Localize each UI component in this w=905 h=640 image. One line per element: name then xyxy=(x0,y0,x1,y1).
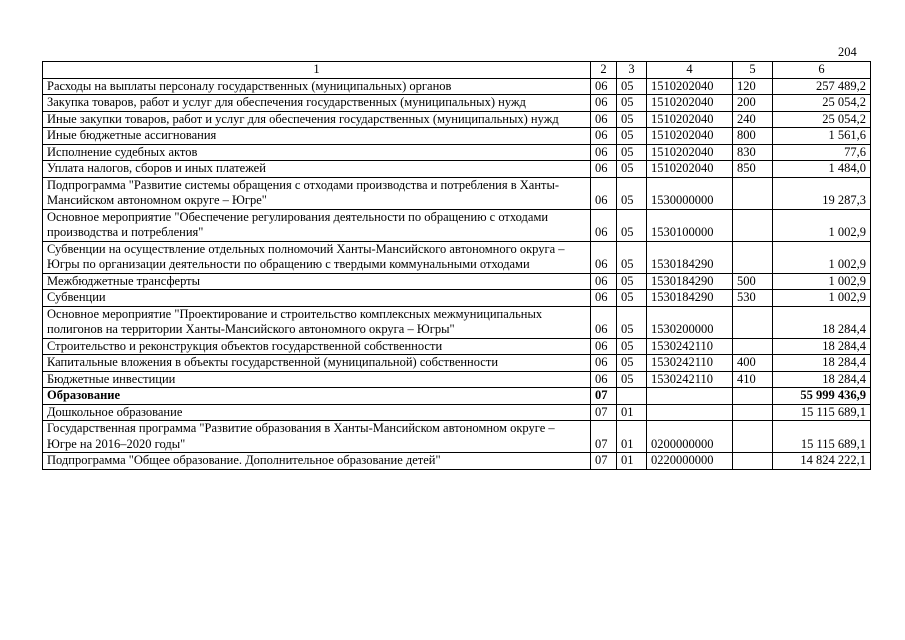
table-row xyxy=(43,371,871,388)
section-code-cell: 06 xyxy=(591,290,617,307)
table-row xyxy=(43,453,871,470)
subsection-code-cell: 05 xyxy=(617,290,647,307)
section-code-cell: 06 xyxy=(591,144,617,161)
target-article-cell: 1530184290 xyxy=(647,273,733,290)
header-cell-4: 4 xyxy=(647,62,733,79)
header-cell-1: 1 xyxy=(43,62,591,79)
expense-type-cell xyxy=(733,388,773,405)
table-body xyxy=(43,62,871,470)
table-row xyxy=(43,161,871,178)
expense-type-cell: 800 xyxy=(733,128,773,145)
expense-type-cell: 850 xyxy=(733,161,773,178)
subsection-code-cell: 05 xyxy=(617,371,647,388)
target-article-cell: 1510202040 xyxy=(647,128,733,145)
row-name-cell: Субвенции xyxy=(43,290,591,307)
amount-cell: 1 561,6 xyxy=(773,128,871,145)
amount-cell: 1 002,9 xyxy=(773,290,871,307)
row-name-cell: Уплата налогов, сборов и иных платежей xyxy=(43,161,591,178)
table-row xyxy=(43,95,871,112)
row-name-cell: Подпрограмма "Развитие системы обращения с отходами производства и потребления в Ханты-Мансийском автономном округе – Югре" xyxy=(43,177,591,209)
table-row xyxy=(43,128,871,145)
row-name-cell: Основное мероприятие "Проектирование и строительство комплексных межмуниципальных полигонов на территории Ханты-Мансийского автономного округа – Югры" xyxy=(43,306,591,338)
table-row xyxy=(43,78,871,95)
subsection-code-cell: 05 xyxy=(617,78,647,95)
amount-cell: 19 287,3 xyxy=(773,177,871,209)
row-name-cell: Исполнение судебных актов xyxy=(43,144,591,161)
amount-cell: 1 484,0 xyxy=(773,161,871,178)
subsection-code-cell: 05 xyxy=(617,144,647,161)
table-row xyxy=(43,306,871,338)
subsection-code-cell: 01 xyxy=(617,404,647,421)
target-article-cell: 1530184290 xyxy=(647,241,733,273)
amount-cell: 15 115 689,1 xyxy=(773,421,871,453)
table-row xyxy=(43,241,871,273)
header-cell-3: 3 xyxy=(617,62,647,79)
table-row xyxy=(43,355,871,372)
expense-type-cell: 200 xyxy=(733,95,773,112)
subsection-code-cell: 05 xyxy=(617,128,647,145)
amount-cell: 55 999 436,9 xyxy=(773,388,871,405)
row-name-cell: Основное мероприятие "Обеспечение регулирования деятельности по обращению с отходами производства и потребления" xyxy=(43,209,591,241)
row-name-cell: Субвенции на осуществление отдельных полномочий Ханты-Мансийского автономного округа – Югры по организации деятельности по обращению с твердыми коммунальными отходами xyxy=(43,241,591,273)
section-code-cell: 07 xyxy=(591,421,617,453)
section-code-cell: 06 xyxy=(591,161,617,178)
subsection-code-cell: 05 xyxy=(617,95,647,112)
expense-type-cell xyxy=(733,404,773,421)
expense-type-cell: 120 xyxy=(733,78,773,95)
budget-table xyxy=(42,61,871,470)
expense-type-cell xyxy=(733,209,773,241)
section-code-cell: 06 xyxy=(591,209,617,241)
subsection-code-cell xyxy=(617,388,647,405)
target-article-cell: 1530200000 xyxy=(647,306,733,338)
table-row xyxy=(43,421,871,453)
expense-type-cell: 530 xyxy=(733,290,773,307)
target-article-cell: 0200000000 xyxy=(647,421,733,453)
target-article-cell: 1510202040 xyxy=(647,95,733,112)
expense-type-cell: 410 xyxy=(733,371,773,388)
table-row xyxy=(43,273,871,290)
target-article-cell xyxy=(647,404,733,421)
table-row xyxy=(43,111,871,128)
section-code-cell: 06 xyxy=(591,177,617,209)
row-name-cell: Закупка товаров, работ и услуг для обеспечения государственных (муниципальных) нужд xyxy=(43,95,591,112)
expense-type-cell xyxy=(733,453,773,470)
header-cell-6: 6 xyxy=(773,62,871,79)
subsection-code-cell: 01 xyxy=(617,453,647,470)
row-name-cell: Государственная программа "Развитие образования в Ханты-Мансийском автономном округе – Югре на 2016–2020 годы" xyxy=(43,421,591,453)
header-row xyxy=(43,62,871,79)
amount-cell: 14 824 222,1 xyxy=(773,453,871,470)
row-name-cell: Межбюджетные трансферты xyxy=(43,273,591,290)
expense-type-cell: 240 xyxy=(733,111,773,128)
target-article-cell: 1530100000 xyxy=(647,209,733,241)
row-name-cell: Подпрограмма "Общее образование. Дополнительное образование детей" xyxy=(43,453,591,470)
section-code-cell: 06 xyxy=(591,78,617,95)
target-article-cell: 1530000000 xyxy=(647,177,733,209)
section-code-cell: 06 xyxy=(591,338,617,355)
amount-cell: 77,6 xyxy=(773,144,871,161)
amount-cell: 18 284,4 xyxy=(773,371,871,388)
table-row xyxy=(43,338,871,355)
expense-type-cell: 500 xyxy=(733,273,773,290)
row-name-cell: Иные бюджетные ассигнования xyxy=(43,128,591,145)
section-code-cell: 06 xyxy=(591,306,617,338)
expense-type-cell xyxy=(733,306,773,338)
target-article-cell xyxy=(647,388,733,405)
section-code-cell: 06 xyxy=(591,95,617,112)
subsection-code-cell: 05 xyxy=(617,355,647,372)
subsection-code-cell: 05 xyxy=(617,209,647,241)
section-code-cell: 06 xyxy=(591,111,617,128)
subsection-code-cell: 05 xyxy=(617,338,647,355)
target-article-cell: 1510202040 xyxy=(647,161,733,178)
row-name-cell: Расходы на выплаты персоналу государственных (муниципальных) органов xyxy=(43,78,591,95)
section-code-cell: 06 xyxy=(591,355,617,372)
amount-cell: 1 002,9 xyxy=(773,241,871,273)
row-name-cell: Строительство и реконструкция объектов государственной собственности xyxy=(43,338,591,355)
target-article-cell: 0220000000 xyxy=(647,453,733,470)
header-cell-2: 2 xyxy=(591,62,617,79)
amount-cell: 25 054,2 xyxy=(773,111,871,128)
target-article-cell: 1510202040 xyxy=(647,78,733,95)
expense-type-cell xyxy=(733,241,773,273)
expense-type-cell: 830 xyxy=(733,144,773,161)
subsection-code-cell: 05 xyxy=(617,111,647,128)
header-cell-5: 5 xyxy=(733,62,773,79)
target-article-cell: 1530242110 xyxy=(647,338,733,355)
amount-cell: 1 002,9 xyxy=(773,273,871,290)
amount-cell: 257 489,2 xyxy=(773,78,871,95)
target-article-cell: 1530242110 xyxy=(647,371,733,388)
expense-type-cell xyxy=(733,338,773,355)
table-row xyxy=(43,290,871,307)
table-row xyxy=(43,177,871,209)
section-code-cell: 07 xyxy=(591,388,617,405)
row-name-cell: Капитальные вложения в объекты государственной (муниципальной) собственности xyxy=(43,355,591,372)
target-article-cell: 1510202040 xyxy=(647,144,733,161)
target-article-cell: 1510202040 xyxy=(647,111,733,128)
subsection-code-cell: 05 xyxy=(617,177,647,209)
subsection-code-cell: 05 xyxy=(617,273,647,290)
target-article-cell: 1530242110 xyxy=(647,355,733,372)
table-row xyxy=(43,144,871,161)
amount-cell: 25 054,2 xyxy=(773,95,871,112)
table-row xyxy=(43,209,871,241)
page-number: 204 xyxy=(838,45,857,59)
table-row xyxy=(43,404,871,421)
section-code-cell: 06 xyxy=(591,273,617,290)
row-name-cell: Бюджетные инвестиции xyxy=(43,371,591,388)
expense-type-cell xyxy=(733,421,773,453)
row-name-cell: Образование xyxy=(43,388,591,405)
amount-cell: 1 002,9 xyxy=(773,209,871,241)
amount-cell: 15 115 689,1 xyxy=(773,404,871,421)
expense-type-cell: 400 xyxy=(733,355,773,372)
section-code-cell: 06 xyxy=(591,241,617,273)
row-name-cell: Иные закупки товаров, работ и услуг для обеспечения государственных (муниципальных) нужд xyxy=(43,111,591,128)
section-code-cell: 07 xyxy=(591,404,617,421)
subsection-code-cell: 05 xyxy=(617,161,647,178)
subsection-code-cell: 05 xyxy=(617,306,647,338)
row-name-cell: Дошкольное образование xyxy=(43,404,591,421)
table-row xyxy=(43,388,871,405)
amount-cell: 18 284,4 xyxy=(773,306,871,338)
subsection-code-cell: 01 xyxy=(617,421,647,453)
section-code-cell: 07 xyxy=(591,453,617,470)
section-code-cell: 06 xyxy=(591,128,617,145)
subsection-code-cell: 05 xyxy=(617,241,647,273)
amount-cell: 18 284,4 xyxy=(773,355,871,372)
expense-type-cell xyxy=(733,177,773,209)
section-code-cell: 06 xyxy=(591,371,617,388)
amount-cell: 18 284,4 xyxy=(773,338,871,355)
target-article-cell: 1530184290 xyxy=(647,290,733,307)
